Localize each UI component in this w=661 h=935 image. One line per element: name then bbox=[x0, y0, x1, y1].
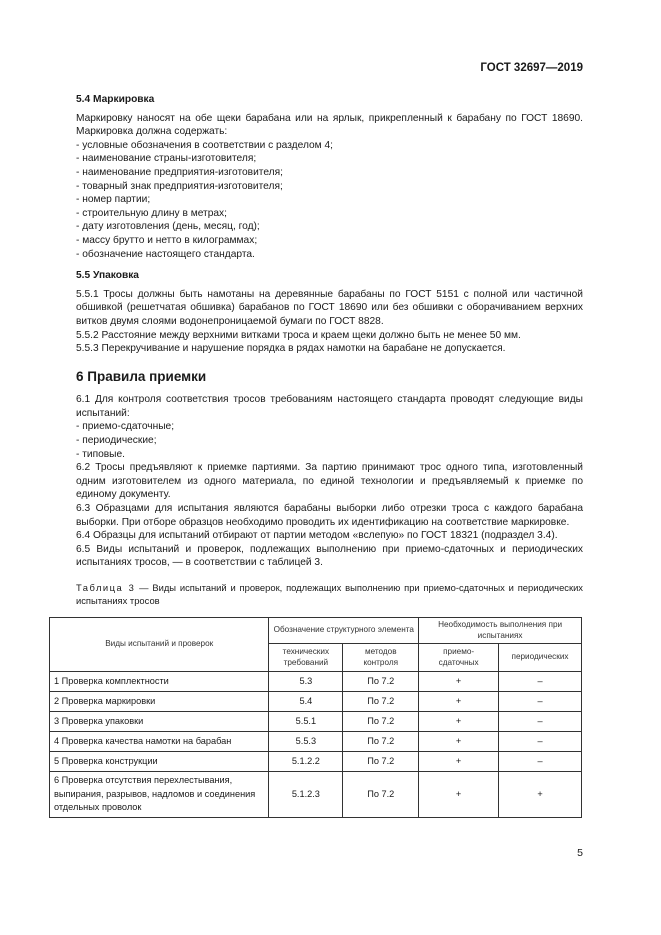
list-item: - приемо-сдаточные; bbox=[76, 421, 175, 433]
paragraph-6-5: 6.5 Виды испытаний и проверок, подлежащих выполнению при приемо-сдаточных и периодических испытаниях тросов, — в соответствии с таблицей 3. bbox=[76, 543, 583, 569]
list-item: - массу брутто и нетто в килограммах; bbox=[76, 234, 258, 246]
table-caption-label: Таблица 3 bbox=[76, 582, 136, 593]
cell-name: 5 Проверка конструкции bbox=[50, 752, 269, 772]
section-5-5-title: 5.5 Упаковка bbox=[76, 270, 139, 282]
cell-period: – bbox=[499, 752, 582, 772]
list-item: - наименование страны-изготовителя; bbox=[76, 153, 257, 165]
cell-accept: + bbox=[419, 732, 499, 752]
paragraph-6-2: 6.2 Тросы предъявляют к приемке партиями. За партию принимают трос одного типа, изготовленный одним изготовителем из одного материала, по единой технологии и предъявляемый к приемке по единому документу. bbox=[76, 462, 583, 501]
cell-accept: + bbox=[419, 672, 499, 692]
paragraph-5-5-3: 5.5.3 Перекручивание и нарушение порядка в рядах намотки на барабане не допускается. bbox=[76, 343, 506, 355]
header-kind: Виды испытаний и проверок bbox=[50, 618, 269, 672]
page-content bbox=[54, 93, 583, 818]
list-item: - наименование предприятия-изготовителя; bbox=[76, 166, 283, 178]
header-struct: Обозначение структурного элемента bbox=[269, 618, 419, 644]
test-types-list bbox=[76, 420, 583, 461]
cell-req: 5.5.3 bbox=[269, 732, 343, 752]
list-item: - условные обозначения в соответствии с разделом 4; bbox=[76, 139, 334, 151]
cell-method: По 7.2 bbox=[343, 772, 419, 818]
cell-method: По 7.2 bbox=[343, 752, 419, 772]
cell-period: – bbox=[499, 712, 582, 732]
paragraph-6-4: 6.4 Образцы для испытаний отбирают от партии методом «вслепую» по ГОСТ 18321 (подраздел 3.4). bbox=[76, 530, 558, 542]
marking-list bbox=[76, 139, 583, 261]
cell-req: 5.4 bbox=[269, 692, 343, 712]
cell-accept: + bbox=[419, 772, 499, 818]
list-item: - обозначение настоящего стандарта. bbox=[76, 248, 255, 260]
list-item: - типовые. bbox=[76, 448, 125, 460]
header-req: технических требований bbox=[269, 644, 343, 672]
header-method: методов контроля bbox=[343, 644, 419, 672]
table-caption-text: — Виды испытаний и проверок, подлежащих выполнению при приемо-сдаточных и периодических испытаниях тросов bbox=[76, 582, 583, 606]
header-accept: приемо-сдаточных bbox=[419, 644, 499, 672]
cell-period: – bbox=[499, 732, 582, 752]
table-row bbox=[50, 712, 582, 732]
cell-accept: + bbox=[419, 692, 499, 712]
cell-name: 4 Проверка качества намотки на барабан bbox=[50, 732, 269, 752]
cell-method: По 7.2 bbox=[343, 672, 419, 692]
cell-method: По 7.2 bbox=[343, 692, 419, 712]
table-row bbox=[50, 672, 582, 692]
paragraph-5-5-2: 5.5.2 Расстояние между верхними витками троса и краем щеки должно быть не менее 50 мм. bbox=[76, 329, 521, 341]
page-number: 5 bbox=[577, 847, 583, 859]
cell-name: 1 Проверка комплектности bbox=[50, 672, 269, 692]
cell-req: 5.1.2.3 bbox=[269, 772, 343, 818]
list-item: - товарный знак предприятия-изготовителя; bbox=[76, 180, 283, 192]
cell-req: 5.3 bbox=[269, 672, 343, 692]
cell-name: 3 Проверка упаковки bbox=[50, 712, 269, 732]
section-6-title: 6 Правила приемки bbox=[76, 368, 207, 384]
list-item: - периодические; bbox=[76, 435, 157, 447]
paragraph-6-1: 6.1 Для контроля соответствия тросов требованиям настоящего стандарта проводят следующие виды испытаний: bbox=[76, 394, 583, 419]
cell-req: 5.5.1 bbox=[269, 712, 343, 732]
paragraph-5-5-1: 5.5.1 Тросы должны быть намотаны на деревянные барабаны по ГОСТ 5151 с полной или частичной обшивкой (решетчатая обшивка) барабанов по ГОСТ 18690 или без обшивки с оборачиванием верхних витков двумя слоями водонепроницаемой бумаги по ГОСТ 8828. bbox=[76, 288, 583, 327]
cell-method: По 7.2 bbox=[343, 712, 419, 732]
list-item: - строительную длину в метрах; bbox=[76, 207, 227, 219]
cell-accept: + bbox=[419, 712, 499, 732]
list-item: - номер партии; bbox=[76, 194, 151, 206]
cell-method: По 7.2 bbox=[343, 732, 419, 752]
table-row bbox=[50, 752, 582, 772]
cell-period: – bbox=[499, 672, 582, 692]
cell-period: – bbox=[499, 692, 582, 712]
paragraph-6-3: 6.3 Образцами для испытания являются барабаны выборки либо отрезки троса с каждого барабана выборки. При отборе образцов необходимо проводить их идентификацию на соответствие маркировке. bbox=[76, 503, 583, 528]
cell-req: 5.1.2.2 bbox=[269, 752, 343, 772]
cell-accept: + bbox=[419, 752, 499, 772]
table-caption bbox=[76, 582, 583, 607]
table-row bbox=[50, 732, 582, 752]
header-need: Необходимость выполнения при испытаниях bbox=[419, 618, 582, 644]
standard-number: ГОСТ 32697—2019 bbox=[480, 62, 583, 74]
section-5-4-intro: Маркировку наносят на обе щеки барабана или на ярлык, прикрепленный к барабану по ГОСТ 18690. Маркировка должна содержать: bbox=[76, 112, 583, 138]
table-row bbox=[50, 692, 582, 712]
table-row bbox=[50, 772, 582, 818]
header-period: периодических bbox=[499, 644, 582, 672]
list-item: - дату изготовления (день, месяц, год); bbox=[76, 221, 260, 233]
section-5-4-title: 5.4 Маркировка bbox=[76, 94, 155, 105]
cell-name: 2 Проверка маркировки bbox=[50, 692, 269, 712]
cell-name: 6 Проверка отсутствия перехлестывания, выпирания, разрывов, надломов и соединения отдельных проволок bbox=[50, 772, 269, 818]
test-table bbox=[49, 617, 582, 818]
cell-period: + bbox=[499, 772, 582, 818]
